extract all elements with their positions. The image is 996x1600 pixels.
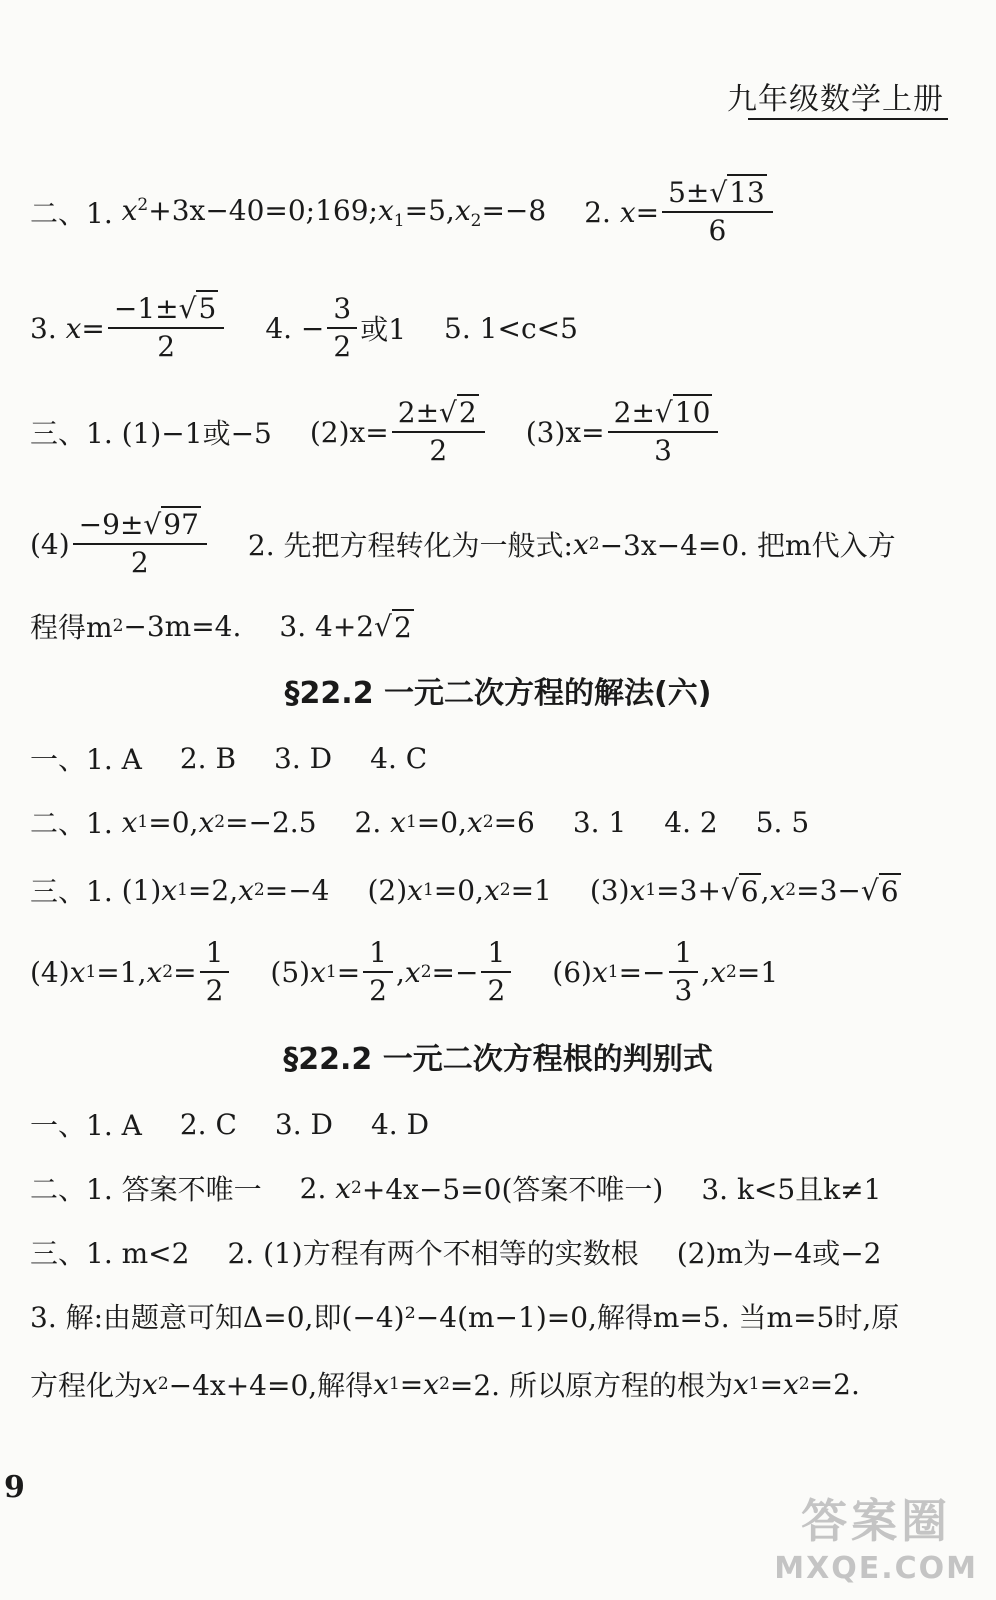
mc-answer: 一、1. A bbox=[30, 743, 142, 776]
mc-answer: 4. D bbox=[370, 1107, 430, 1141]
answer-line: 方程化为 x 2 −4x+4=0,解得 x 1 = x 2 =2. 所以原方程的根为 x 1 = x 2 =2. bbox=[30, 1367, 860, 1402]
mc-answer: 2. C bbox=[179, 1107, 237, 1141]
item-label: 4. − bbox=[265, 311, 325, 345]
answer-text: (2)m为−4或−2 bbox=[676, 1237, 882, 1270]
answer-text: 程得m bbox=[30, 611, 113, 644]
answer-line: 三、1. (1) x 1 =2, x 2 =−4 (2) x 1 =0, x 2 =1 (3) x 1 =3+ √ 6 , x 2 =3− √ 6 bbox=[30, 850, 956, 930]
fraction: $\frac{3}{2}$ bbox=[327, 293, 357, 363]
fraction: $\frac{1}{2}$ bbox=[481, 937, 511, 1007]
item-label: 三、1. bbox=[30, 417, 113, 450]
answer-text: 5. 5 bbox=[755, 805, 810, 839]
watermark: 答案圈 MXQE.COM bbox=[774, 1494, 978, 1586]
answer-line: 二、1. x 1 =0, x 2 =−2.5 2. x 1 =0, x 2 =6 3. 1 4. 2 5. 5 bbox=[30, 782, 956, 862]
item-label: 2. bbox=[354, 805, 382, 839]
mc-answer: 2. B bbox=[179, 741, 237, 775]
fraction: $\frac{-9\pm√97}{2}$ bbox=[73, 509, 207, 579]
mc-answer: 3. D bbox=[274, 741, 333, 775]
answer-text: −3m=4. bbox=[123, 609, 242, 643]
item-label: 3. bbox=[30, 311, 57, 345]
answer-text: 5. 1<c<5 bbox=[444, 311, 578, 345]
fraction: $\frac{1}{3}$ bbox=[669, 937, 699, 1007]
answer-text: (3)x= bbox=[525, 415, 605, 449]
fraction: $\frac{2\pm√10}{3}$ bbox=[608, 397, 719, 467]
header-title: 九年级数学上册 bbox=[727, 82, 944, 117]
mc-answer: 4. C bbox=[370, 741, 428, 775]
mc-answer: 3. D bbox=[274, 1107, 333, 1141]
answer-line: 3. x = $\frac{-1\pm√5}{2}$ 4. − $\frac{3}{2}$ 或1 5. 1<c<5 bbox=[30, 291, 578, 363]
item-label: 2. bbox=[584, 195, 611, 229]
answer-text: (4) bbox=[30, 527, 70, 561]
fraction: $\frac{-1\pm√5}{2}$ bbox=[108, 293, 224, 363]
answer-line: 二、1. 答案不唯一 2. x 2 +4x−5=0(答案不唯一) 3. k<5且k≠1 bbox=[30, 1148, 956, 1228]
page-number: 9 bbox=[4, 1470, 25, 1505]
radicand: 2 bbox=[393, 610, 412, 644]
answer-text: 4. 2 bbox=[664, 805, 718, 839]
equation: −3x−4=0. 把m代入方 bbox=[599, 529, 896, 562]
mc-answer: 一、1. A bbox=[30, 1109, 142, 1142]
equation: $x^2+3x-40=0;169;x_1=5,x_2=-8$ bbox=[121, 193, 547, 231]
answer-text: 2. 先把方程转化为一般式: bbox=[247, 529, 573, 562]
answer-text: 二、1. 答案不唯一 bbox=[30, 1173, 262, 1206]
answer-text: (2)x= bbox=[309, 415, 389, 449]
section-title: §22.2 一元二次方程根的判别式 bbox=[283, 1042, 713, 1077]
item-label: 2. bbox=[299, 1171, 327, 1205]
equation: +4x−5=0(答案不唯一) bbox=[361, 1173, 664, 1206]
header-rule bbox=[748, 118, 948, 120]
fraction: $\frac{1}{2}$ bbox=[200, 937, 230, 1007]
answer-text: 或1 bbox=[360, 313, 407, 346]
answer-text: 3. 4+2 bbox=[279, 609, 375, 643]
item-label: 二、1. bbox=[30, 197, 113, 230]
fraction: $\frac{1}{2}$ bbox=[363, 937, 393, 1007]
answer-line: 二、1. $x^2+3x-40=0;169;x_1=5,x_2=-8$ 2. x = $\frac{5\pm√13}{6}$ bbox=[30, 172, 956, 252]
answer-text: 2. (1)方程有两个不相等的实数根 bbox=[227, 1237, 639, 1270]
fraction: $\frac{2\pm√2}{2}$ bbox=[392, 397, 485, 467]
answer-text: (1)−1或−5 bbox=[121, 417, 272, 450]
answer-text: 3. k<5且k≠1 bbox=[701, 1173, 882, 1206]
answer-text: 三、1. m<2 bbox=[30, 1237, 190, 1270]
item-label: 二、1. bbox=[30, 807, 113, 840]
answer-text: 3. 1 bbox=[572, 805, 627, 839]
answer-line: 程得m 2 −3m=4. 3. 4+2 √ 2 bbox=[30, 586, 956, 666]
item-label: 三、1. bbox=[30, 875, 113, 908]
section-title: §22.2 一元二次方程的解法(六) bbox=[284, 676, 712, 711]
solution-text: 3. 解:由题意可知Δ=0,即(−4)²−4(m−1)=0,解得m=5. 当m=5时,原 bbox=[30, 1301, 900, 1334]
answer-line: (4) x 1 =1, x 2 = $\frac{1}{2}$ (5) x 1 = $\frac{1}{2}$ , x 2 =− $\frac{1}{2}$ (6) x 1 =− $\frac{1}{3}$ , x 2 =1 bbox=[30, 935, 779, 1007]
answer-line: (4) $\frac{-9\pm√97}{2}$ 2. 先把方程转化为一般式: x 2 −3x−4=0. 把m代入方 bbox=[30, 507, 896, 579]
fraction: $\frac{5\pm√13}{6}$ bbox=[662, 177, 773, 247]
answer-line bbox=[30, 392, 956, 472]
